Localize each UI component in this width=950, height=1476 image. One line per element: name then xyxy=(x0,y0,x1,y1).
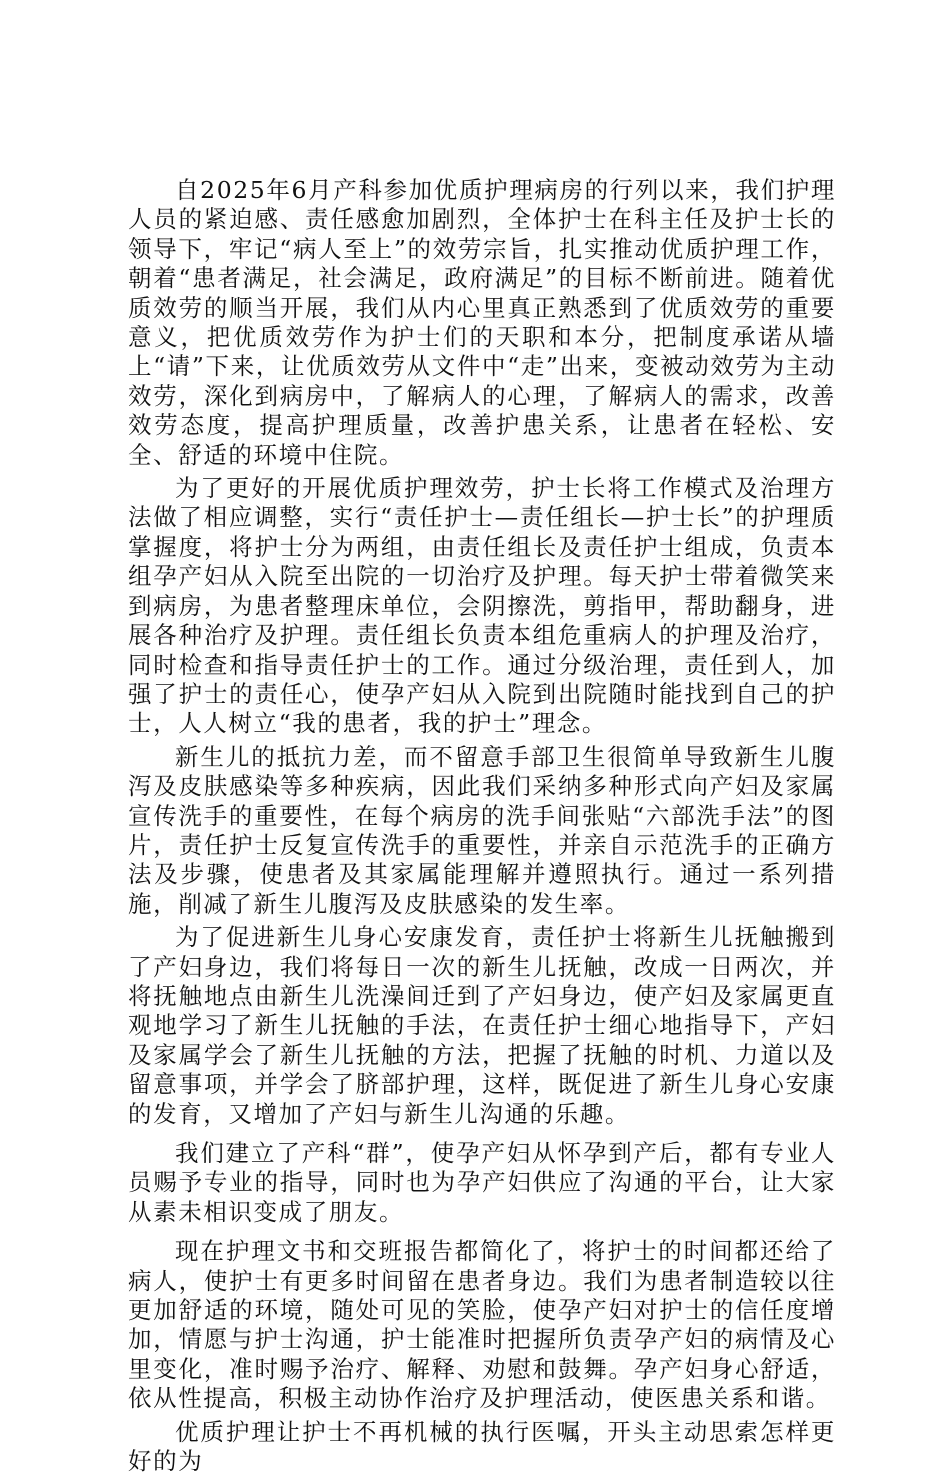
paragraph-work-model: 为了更好的开展优质护理效劳，护士长将工作模式及治理方法做了相应调整，实行“责任护士—责任组长—护士长”的护理质掌握度，将护士分为两组，由责任组长及责任护士组成，负责本组孕产妇从入院至出院的一切治疗及护理。每天护士带着微笑来到病房，为患者整理床单位，会阴擦洗，剪指甲，帮助翻身，进展各种治疗及护理。责任组长负责本组危重病人的护理及治疗，同时检查和指导责任护士的工作。通过分级治理，责任到人，加强了护士的责任心，使孕产妇从入院到出院随时能找到自己的护士，人人树立“我的患者，我的护士”理念。 xyxy=(128,474,836,738)
paragraph-group-chat: 我们建立了产科“群”，使孕产妇从怀孕到产后，都有专业人员赐予专业的指导，同时也为孕产妇供应了沟通的平台，让大家从素未相识变成了朋友。 xyxy=(128,1139,836,1226)
paragraph-hand-washing: 新生儿的抵抗力差，而不留意手部卫生很简单导致新生儿腹泻及皮肤感染等多种疾病，因此我们采纳多种形式向产妇及家属宣传洗手的重要性，在每个病房的洗手间张贴“六部洗手法”的图片，责任护士反复宣传洗手的重要性，并亲自示范洗手的正确方法及步骤，使患者及其家属能理解并遵照执行。通过一系列措施，削减了新生儿腹泻及皮肤感染的发生率。 xyxy=(128,742,836,918)
paragraph-newborn-touch: 为了促进新生儿身心安康发育，责任护士将新生儿抚触搬到了产妇身边，我们将每日一次的新生儿抚触，改成一日两次，并将抚触地点由新生儿洗澡间迁到了产妇身边，使产妇及家属更直观地学习了新生儿抚触的手法，在责任护士细心地指导下，产妇及家属学会了新生儿抚触的方法，把握了抚触的时机、力道以及留意事项，并学会了脐部护理，这样，既促进了新生儿身心安康的发育，又增加了产妇与新生儿沟通的乐趣。 xyxy=(128,923,836,1128)
paragraph-closing-partial: 优质护理让护士不再机械的执行医嘱，开头主动思索怎样更好的为 xyxy=(128,1417,836,1476)
paragraph-intro: 自2025年6月产科参加优质护理病房的行列以来，我们护理人员的紧迫感、责任感愈加剧烈，全体护士在科主任及护士长的领导下，牢记“病人至上”的效劳宗旨，扎实推动优质护理工作，朝着“患者满足，社会满足，政府满足”的目标不断前进。随着优质效劳的顺当开展，我们从内心里真正熟悉到了优质效劳的重要意义，把优质效劳作为护士们的天职和本分，把制度承诺从墙上“请”下来，让优质效劳从文件中“走”出来，变被动效劳为主动效劳，深化到病房中，了解病人的心理，了解病人的需求，改善效劳态度，提高护理质量，改善护患关系，让患者在轻松、安全、舒适的环境中住院。 xyxy=(128,176,836,469)
document-body xyxy=(128,176,836,1476)
paragraph-documentation: 现在护理文书和交班报告都简化了，将护士的时间都还给了病人，使护士有更多时间留在患者身边。我们为患者制造较以往更加舒适的环境，随处可见的笑脸，使孕产妇对护士的信任度增加，情愿与护士沟通，护士能准时把握所负责孕产妇的病情及心里变化，准时赐予治疗、解释、劝慰和鼓舞。孕产妇身心舒适，依从性提高，积极主动协作治疗及护理活动，使医患关系和谐。 xyxy=(128,1237,836,1413)
